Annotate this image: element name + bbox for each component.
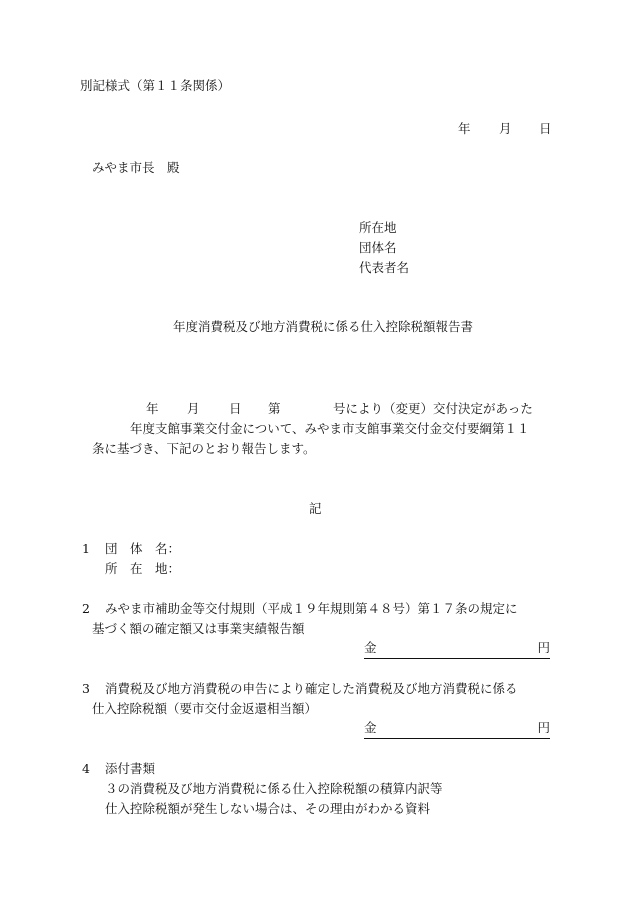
item2-line1: みやま市補助金等交付規則（平成１９年規則第４８号）第１７条の規定に [105,601,518,616]
item2-amount-field [364,642,550,659]
item2-line2: 基づく額の確定額又は事業実績報告額 [92,621,305,636]
date-day-label: 日 [539,121,552,136]
item2-amount-prefix: 金 [364,640,377,655]
item1-address-label: 所 在 地： [105,561,181,576]
body-year-label: 年 [146,401,159,416]
item3-amount-prefix: 金 [364,720,377,735]
item4-attachment-2: 仕入控除税額が発生しない場合は、その理由がわかる資料 [105,801,431,816]
item4-heading: 添付書類 [105,761,156,776]
item2-number: 2 [82,601,90,616]
item4-number: 4 [82,761,90,776]
date-month-label: 月 [499,121,512,136]
body-line1-text: 号により（変更）交付決定があった [333,401,533,416]
item2-amount-suffix: 円 [537,640,550,655]
addressee: みやま市長 殿 [92,160,180,175]
body-day-label: 日 [229,401,242,416]
ki-heading: 記 [309,501,322,516]
item1-number: 1 [82,541,90,556]
item3-amount-suffix: 円 [537,720,550,735]
item4-attachment-1: ３の消費税及び地方消費税に係る仕入控除税額の積算内訳等 [105,781,443,796]
item3-number: 3 [82,681,90,696]
body-line3: 条に基づき、下記のとおり報告します。 [92,441,316,456]
form-label: 別記様式（第１１条関係） [80,78,231,93]
item1-org-label: 団 体 名： [105,541,181,556]
applicant-address-label: 所在地 [359,220,397,235]
body-month-label: 月 [187,401,200,416]
item3-line2: 仕入控除税額（要市交付金返還相当額） [92,701,318,716]
applicant-rep-label: 代表者名 [359,260,410,275]
document-title: 年度消費税及び地方消費税に係る仕入控除税額報告書 [173,319,474,334]
item3-amount-field [364,722,550,739]
date-year-label: 年 [458,121,471,136]
item3-line1: 消費税及び地方消費税の申告により確定した消費税及び地方消費税に係る [105,681,518,696]
applicant-org-label: 団体名 [359,240,397,255]
body-line2: 年度支館事業交付金について、みやま市支館事業交付金交付要綱第１１ [130,421,530,436]
body-no-prefix: 第 [268,401,281,416]
